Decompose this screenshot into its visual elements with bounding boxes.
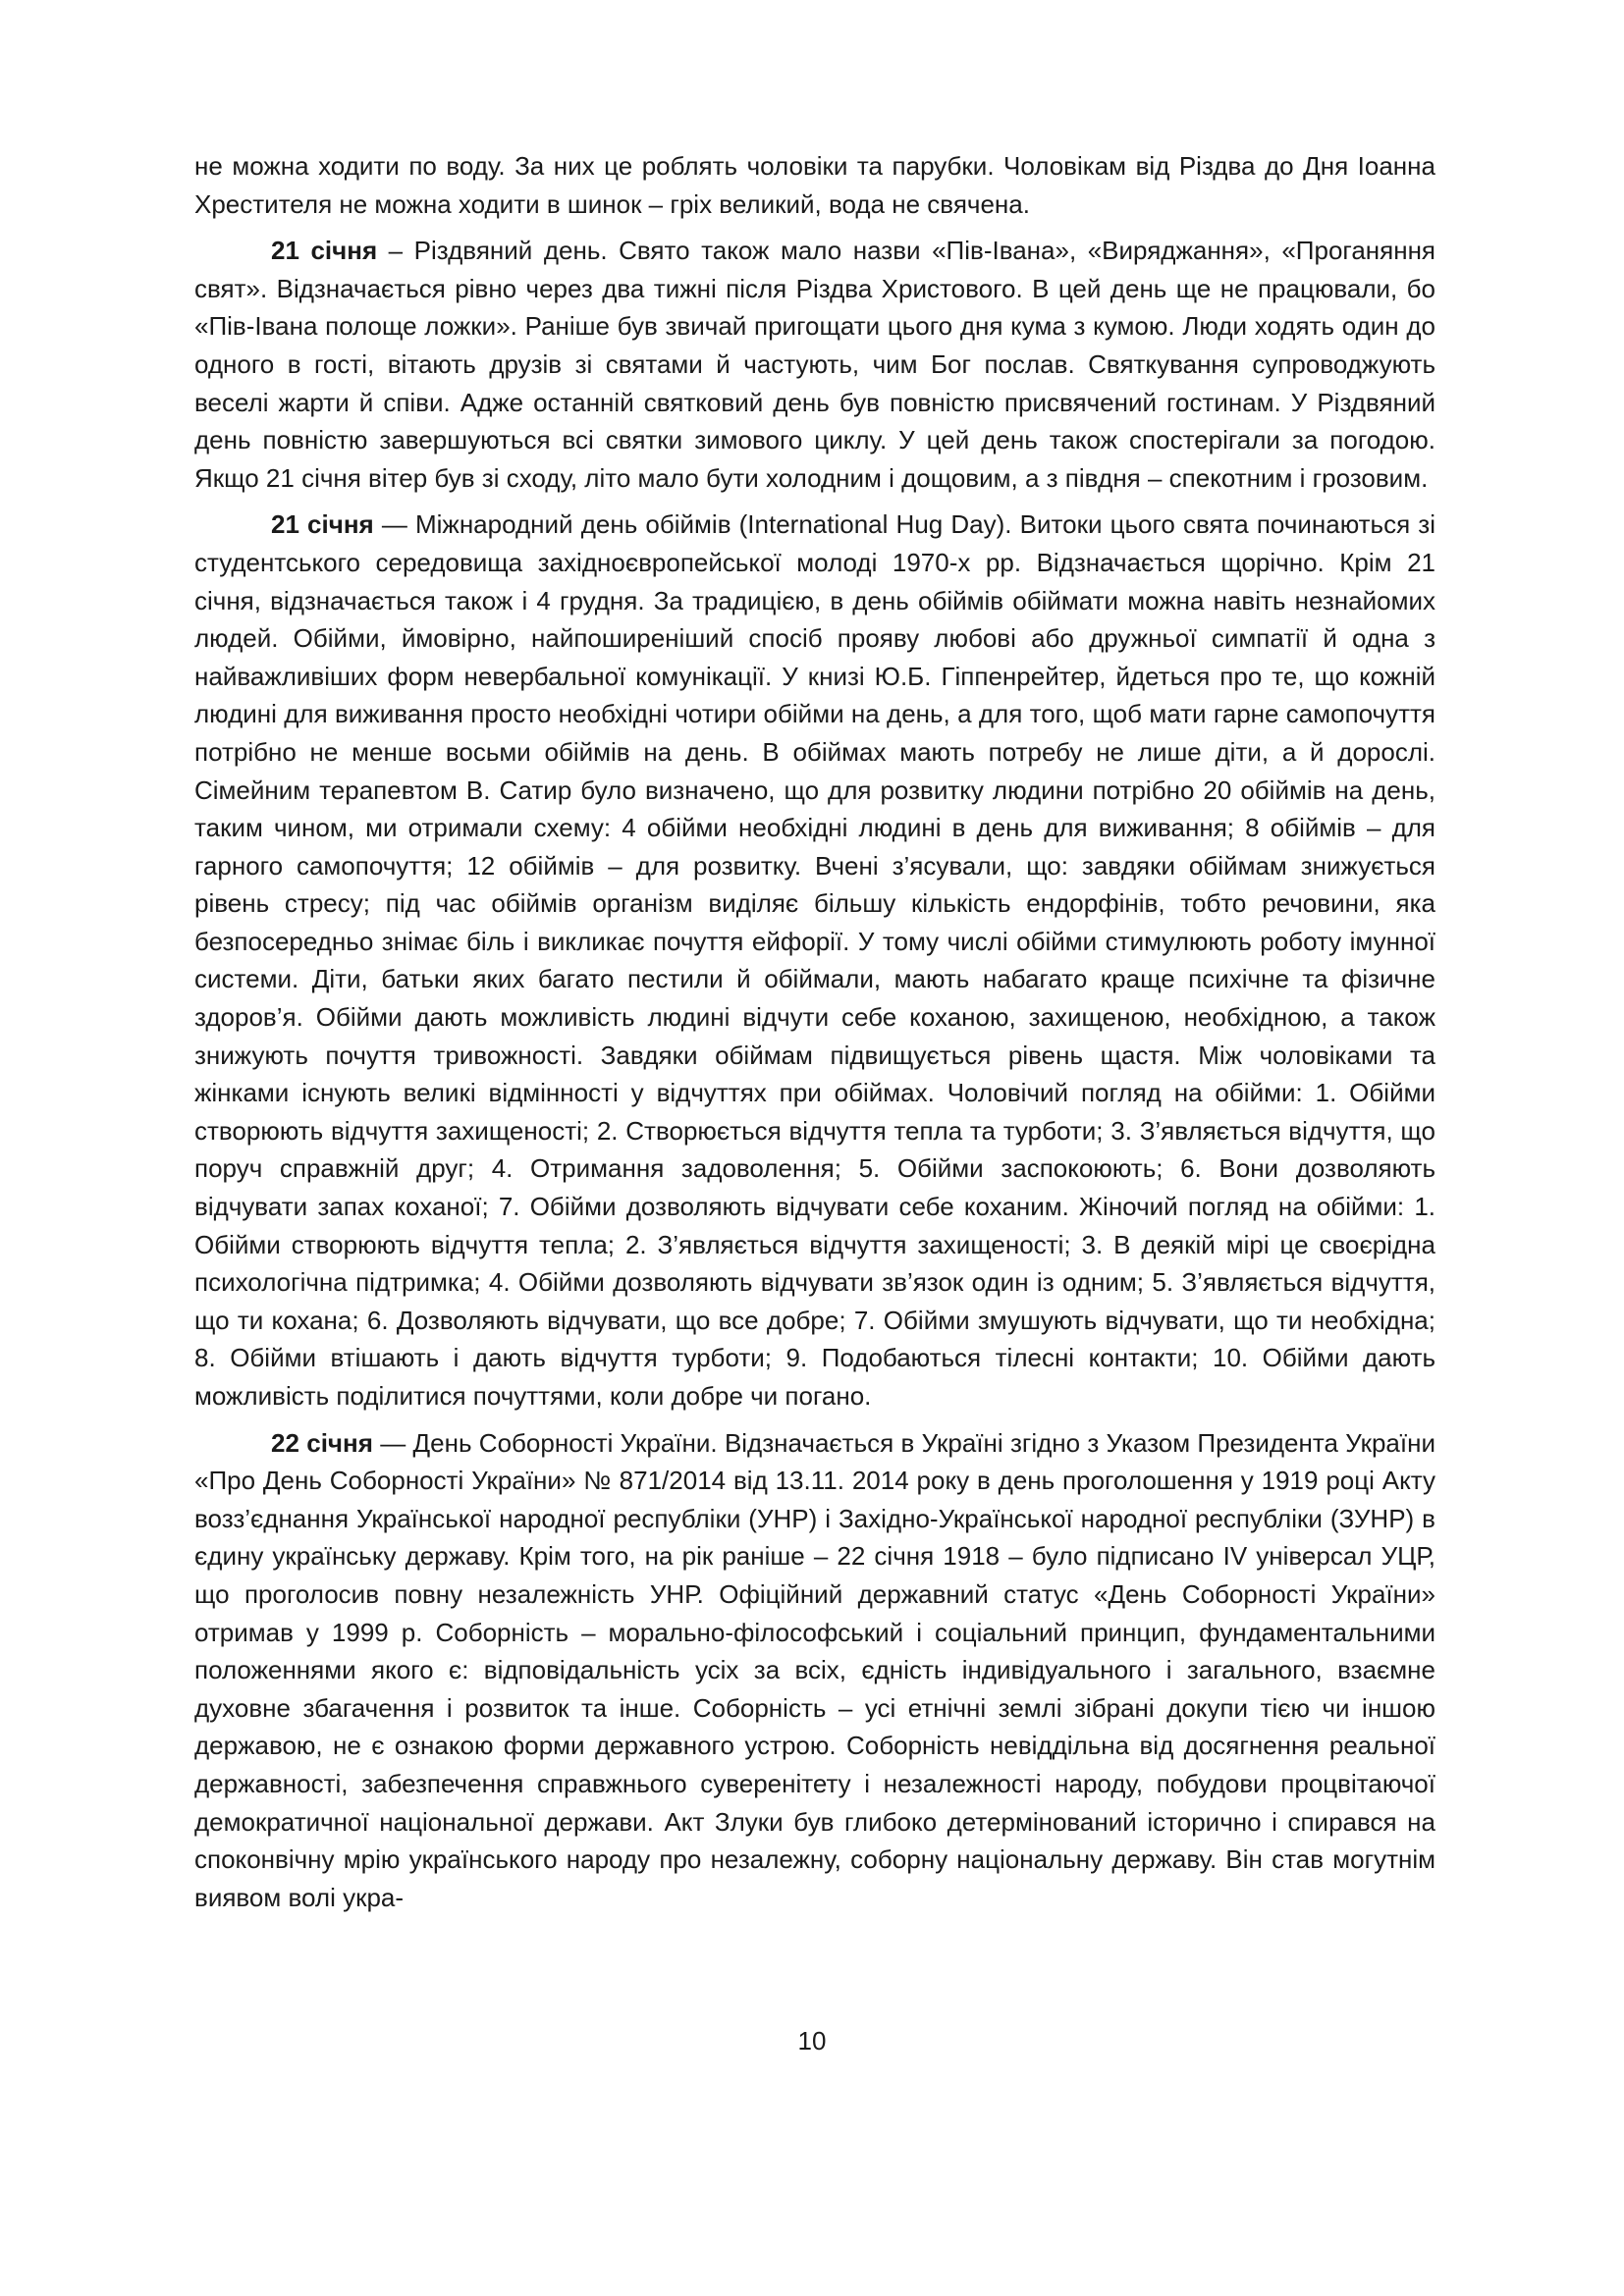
paragraph-text: — День Соборності України. Відзначається в Україні згідно з Указом Президента України «Про День Соборності України» № 871/2014 від 13.11. 2014 року в день проголошення у 1919 році Акту возз’єднання Української народної республіки (УНР) і Західно-Української народної республіки (ЗУНР) в єдину українську державу. Крім того, на рік раніше – 22 січня 1918 – було підписано IV універсал УЦР, що проголосив повну незалежність УНР. Офіційний державний статус «День Соборності України» отримав у 1999 р. Соборність – морально-філософський і соціальний принцип, фундаментальними положеннями якого є: відповідальність усіх за всіх, єдність індивідуального і загального, взаємне духовне збагачення і розвиток та інше. Соборність – усі етнічні землі зібрані докупи тією чи іншою державою, не є ознакою форми державного устрою. Соборність невіддільна від досягнення реальної державності, забезпечення справжнього суверенітету і незалежності народу, побудови процвітаючої демократичної національної держави. Акт Злуки був глибоко детермінований історично і спирався на споконвічну мрію українського народу про незалежну, соборну національну державу. Він став могутнім виявом волі укра- xyxy=(194,1427,1435,1912)
entry-date: 22 січня xyxy=(271,1427,373,1458)
entry-date: 21 січня xyxy=(271,236,378,266)
paragraph-text: не можна ходити по воду. За них це роблять чоловіки та парубки. Чоловікам від Різдва до Дня Іоанна Хрестителя не можна ходити в шинок – гріх великий, вода не свячена. xyxy=(194,151,1435,219)
paragraph-unity-day xyxy=(194,1424,1435,1917)
paragraph-christmas-day xyxy=(194,232,1435,497)
paragraph-text: – Різдвяний день. Свято також мало назви «Пів-Івана», «Виряджання», «Проганяння свят». Відзначається рівно через два тижні після Різдва Христового. В цей день ще не працювали, бо «Пів-Івана полоще ложки». Раніше був звичай пригощати цього дня кума з кумою. Люди ходять один до одного в гості, вітають друзів зі святами й частують, чим Бог послав. Святкування супроводжують веселі жарти й співи. Адже останній святковий день був повністю присвячений гостинам. У Різдвяний день повністю завершуються всі святки зимового циклу. У цей день також спостерігали за погодою. Якщо 21 січня вітер був зі сходу, літо мало бути холодним і дощовим, а з півдня – спекотним і грозовим. xyxy=(194,236,1436,493)
paragraph-hug-day xyxy=(194,506,1435,1415)
paragraph-continuation xyxy=(194,147,1435,223)
document-page xyxy=(194,147,1435,1925)
entry-date: 21 січня xyxy=(271,509,374,540)
paragraph-text: — Міжнародний день обіймів (International Hug Day). Витоки цього свята починаються зі студентського середовища західноєвропейської молоді 1970-х рр. Відзначається щорічно. Крім 21 січня, відзначається також і 4 грудня. За традицією, в день обіймів обіймати можна навіть незнайомих людей. Обійми, ймовірно, найпоширеніший спосіб прояву любові або дружньої симпатії й одна з найважливіших форм невербальної комунікації. У книзі Ю.Б. Гіппенрейтер, йдеться про те, що кожній людині для виживання просто необхідні чотири обійми на день, а для того, щоб мати гарне самопочуття потрібно не менше восьми обіймів на день. В обіймах мають потребу не лише діти, а й дорослі. Сімейним терапевтом В. Сатир було визначено, що для розвитку людини потрібно 20 обіймів на день, таким чином, ми отримали схему: 4 обійми необхідні людині в день для виживання; 8 обіймів – для гарного самопочуття; 12 обіймів – для розвитку. Вчені з’ясували, що: завдяки обіймам знижується рівень стресу; під час обіймів організм виділяє більшу кількість ендорфінів, тобто речовини, яка безпосередньо знімає біль і викликає почуття ейфорії. У тому числі обійми стимулюють роботу імунної системи. Діти, батьки яких багато пестили й обіймали, мають набагато краще психічне та фізичне здоров’я. Обійми дають можливість людині відчути себе коханою, захищеною, необхідною, а також знижують почуття тривожності. Завдяки обіймам підвищується рівень щастя. Між чоловіками та жінками існують великі відмінності у відчуттях при обіймах. Чоловічий погляд на обійми: 1. Обійми створюють відчуття захищеності; 2. Створюється відчуття тепла та турботи; 3. З’являється відчуття, що поруч справжній друг; 4. Отримання задоволення; 5. Обійми заспокоюють; 6. Вони дозволяють відчувати запах коханої; 7. Обійми дозволяють відчувати себе коханим. Жіночий погляд на обійми: 1. Обійми створюють відчуття тепла; 2. З’являється відчуття захищеності; 3. В деякій мірі це своєрідна психологічна підтримка; 4. Обійми дозволяють відчувати зв’язок один із одним; 5. З’являється відчуття, що ти кохана; 6. Дозволяють відчувати, що все добре; 7. Обійми змушують відчувати, що ти необхідна; 8. Обійми втішають і дають відчуття турботи; 9. Подобаються тілесні контакти; 10. Обійми дають можливість поділитися почуттями, коли добре чи погано. xyxy=(194,509,1436,1411)
page-number: 10 xyxy=(797,2026,827,2056)
